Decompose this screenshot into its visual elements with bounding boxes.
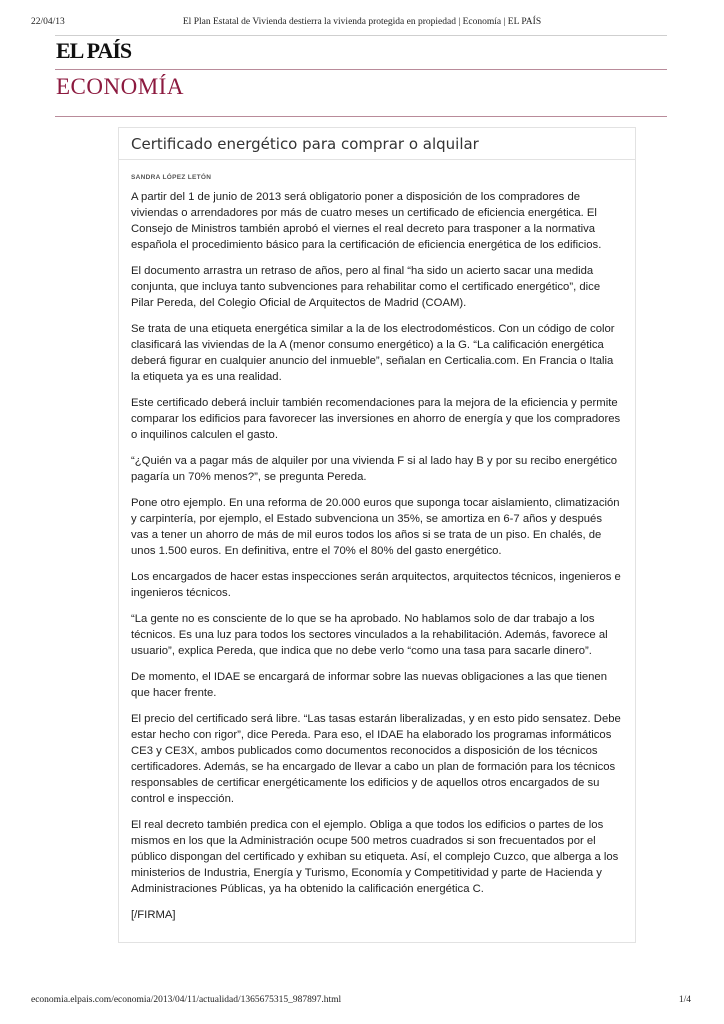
article-paragraph: Este certificado deberá incluir también recomendaciones para la mejora de la eficiencia y permite comparar los edificios para favorecer las inversiones en ahorro de energía y que los compradores o inquilinos calculen el gasto. [131,397,621,441]
article-byline: SANDRA LÓPEZ LETÓN [131,174,212,181]
section-title[interactable]: ECONOMÍA [56,74,184,99]
article-paragraph: Se trata de una etiqueta energética similar a la de los electrodomésticos. Con un código de color clasificará las viviendas de la A (menor consumo energético) a la G. “La calificación energética deberá figurar en cualquier anuncio del inmueble”, señalan en Certicalia.com. En Francia o Italia la etiqueta ya es una realidad. [131,323,615,383]
article-paragraph: “¿Quién va a pagar más de alquiler por una vivienda F si al lado hay B y por su recibo energético pagaría un 70% menos?”, se pregunta Pereda. [131,455,618,483]
article-card [118,127,636,943]
article-paragraph: El real decreto también predica con el ejemplo. Obliga a que todos los edificios o partes de los mismos en los que la Administración ocupe 500 metros cuadrados si son frecuentados por el público dispongan del certificado y exhiban su etiqueta. Así, el complejo Cuzco, que alberga a los ministerios de Industria, Energía y Turismo, Economía y Competitividad y parte de Hacienda y Administraciones Públicas, ya ha obtenido la calificación energética C. [131,819,619,895]
section-divider [55,116,667,117]
article-paragraph: Pone otro ejemplo. En una reforma de 20.000 euros que suponga tocar aislamiento, climatización y carpintería, por ejemplo, el Estado subvenciona un 35%, se amortiza en 6-7 años y después vas a tener un ahorro de más de mil euros todos los años si se trata de un piso. En chalés, de unos 1.500 euros. En definitiva, entre el 70% el 80% del gasto energético. [131,497,620,557]
logo-divider [55,69,667,70]
article-signature: [/FIRMA] [131,909,176,921]
article-body [119,181,635,923]
header-divider [55,35,667,36]
article-paragraph: A partir del 1 de junio de 2013 será obligatorio poner a disposición de los compradores de viviendas o arrendadores por más de cuatro meses un certificado de eficiencia energética. El Consejo de Ministros también aprobó el viernes el real decreto para trasponer a la normativa española el procedimiento básico para la certificación de eficiencia energética de los edificios. [131,191,602,251]
article-paragraph: De momento, el IDAE se encargará de informar sobre las nuevas obligaciones a las que tienen que hacer frente. [131,671,607,699]
el-pais-logo[interactable]: EL PAÍS [56,38,132,63]
print-page-title: El Plan Estatal de Vivienda destierra la vivienda protegida en propiedad | Economía | EL PAÍS [182,17,542,27]
article-title: Certificado energético para comprar o alquilar [119,128,635,160]
article-paragraph: “La gente no es consciente de lo que se ha aprobado. No hablamos solo de dar trabajo a los técnicos. Es una luz para todos los sectores vinculados a la rehabilitación. Además, favorece al usuario”, explica Pereda, que indica que no debe verlo “como una tasa para sacarle dinero”. [131,613,608,657]
page-number: 1/4 [678,995,691,1005]
article-paragraph: El documento arrastra un retraso de años, pero al final “ha sido un acierto sacar una medida conjunta, que incluya tanto subvenciones para rehabilitar como el certificado energético”, dice Pilar Pereda, del Colegio Oficial de Arquitectos de Madrid (COAM). [131,265,601,309]
print-url: economia.elpais.com/economia/2013/04/11/actualidad/1365675315_987897.html [31,995,342,1005]
print-date: 22/04/13 [31,17,65,27]
article-paragraph: Los encargados de hacer estas inspecciones serán arquitectos, arquitectos técnicos, ingenieros e ingenieros técnicos. [131,571,621,599]
article-paragraph: El precio del certificado será libre. “Las tasas estarán liberalizadas, y en esto pido sensatez. Debe estar hecho con rigor”, dice Pereda. Para eso, el IDAE ha elaborado los programas informáticos CE3 y CE3X, ambos publicados como documentos reconocidos a disposición de los técnicos certificadores. Además, se ha encargado de llevar a cabo un plan de formación para los técnicos responsables de certificar energéticamente los edificios y de aquellos otros encargados de su control e inspección. [131,713,621,805]
